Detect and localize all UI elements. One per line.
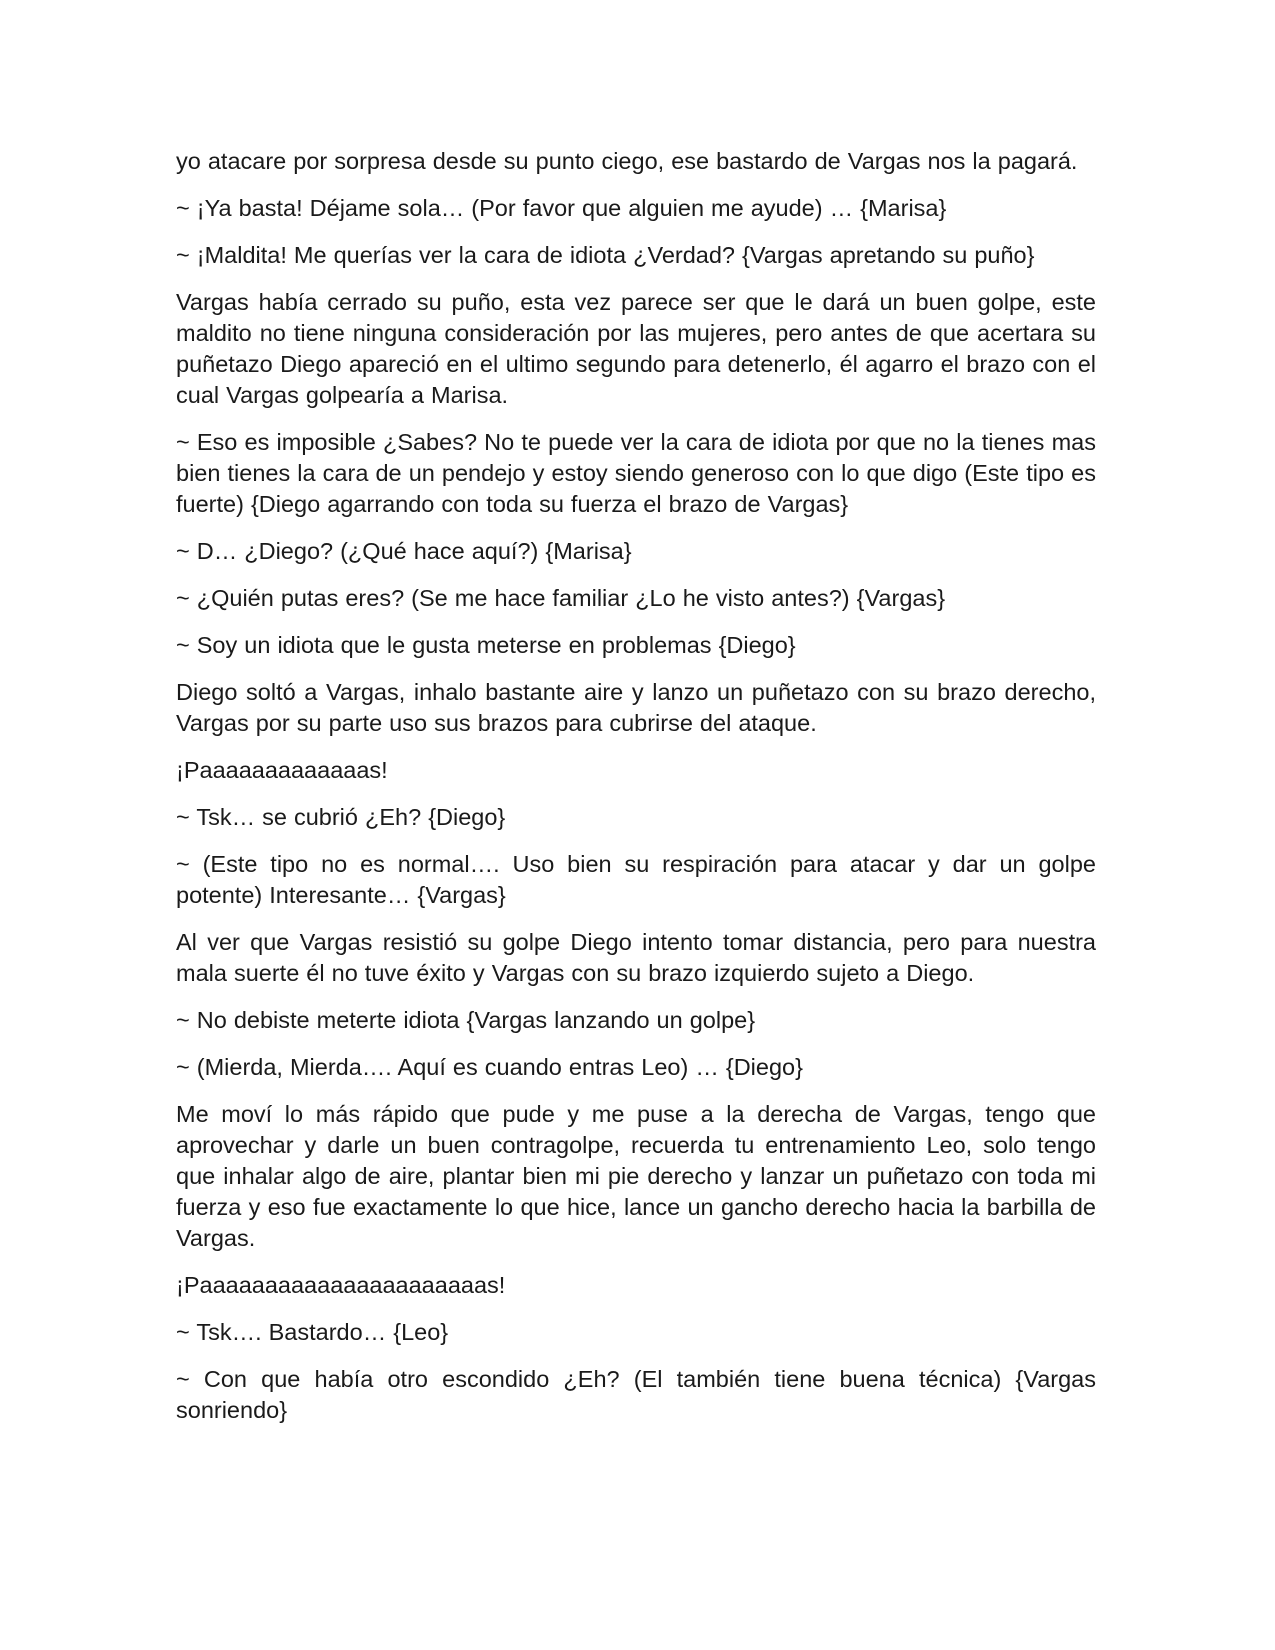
- dialogue-line-15: ~ (Mierda, Mierda…. Aquí es cuando entras Leo) … {Diego}: [176, 1054, 803, 1080]
- dialogue-line-2: ~ ¡Ya basta! Déjame sola… (Por favor que alguien me ayude) … {Marisa}: [176, 195, 947, 221]
- sound-effect-10: ¡Paaaaaaaaaaaaas!: [176, 757, 388, 783]
- dialogue-line-3: ~ ¡Maldita! Me querías ver la cara de idiota ¿Verdad? {Vargas apretando su puño}: [176, 242, 1035, 268]
- dialogue-line-5: ~ Eso es imposible ¿Sabes? No te puede ver la cara de idiota por que no la tienes mas bien tienes la cara de un pendejo y estoy siendo generoso con lo que digo (Este tipo es fuerte) {Diego agarrando con toda su fuerza el brazo de Vargas}: [176, 429, 1096, 517]
- sound-effect-17: ¡Paaaaaaaaaaaaaaaaaaaaaas!: [176, 1272, 506, 1298]
- paragraph-16: Me moví lo más rápido que pude y me puse a la derecha de Vargas, tengo que aprovechar y darle un buen contragolpe, recuerda tu entrenamiento Leo, solo tengo que inhalar algo de aire, plantar bien mi pie derecho y lanzar un puñetazo con toda mi fuerza y eso fue exactamente lo que hice, lance un gancho derecho hacia la barbilla de Vargas.: [176, 1101, 1096, 1251]
- document-body: [176, 146, 1096, 1442]
- dialogue-line-18: ~ Tsk…. Bastardo… {Leo}: [176, 1319, 449, 1345]
- dialogue-line-11: ~ Tsk… se cubrió ¿Eh? {Diego}: [176, 804, 506, 830]
- dialogue-line-19: ~ Con que había otro escondido ¿Eh? (El también tiene buena técnica) {Vargas sonriendo}: [176, 1366, 1096, 1423]
- dialogue-line-12: ~ (Este tipo no es normal…. Uso bien su respiración para atacar y dar un golpe potente) Interesante… {Vargas}: [176, 851, 1096, 908]
- dialogue-line-14: ~ No debiste meterte idiota {Vargas lanzando un golpe}: [176, 1007, 756, 1033]
- dialogue-line-7: ~ ¿Quién putas eres? (Se me hace familiar ¿Lo he visto antes?) {Vargas}: [176, 585, 946, 611]
- paragraph-1: yo atacare por sorpresa desde su punto ciego, ese bastardo de Vargas nos la pagará.: [176, 148, 1078, 174]
- paragraph-9: Diego soltó a Vargas, inhalo bastante aire y lanzo un puñetazo con su brazo derecho, Vargas por su parte uso sus brazos para cubrirse del ataque.: [176, 679, 1096, 736]
- dialogue-line-6: ~ D… ¿Diego? (¿Qué hace aquí?) {Marisa}: [176, 538, 632, 564]
- paragraph-4: Vargas había cerrado su puño, esta vez parece ser que le dará un buen golpe, este maldito no tiene ninguna consideración por las mujeres, pero antes de que acertara su puñetazo Diego apareció en el ultimo segundo para detenerlo, él agarro el brazo con el cual Vargas golpearía a Marisa.: [176, 289, 1096, 408]
- paragraph-13: Al ver que Vargas resistió su golpe Diego intento tomar distancia, pero para nuestra mala suerte él no tuve éxito y Vargas con su brazo izquierdo sujeto a Diego.: [176, 929, 1096, 986]
- dialogue-line-8: ~ Soy un idiota que le gusta meterse en problemas {Diego}: [176, 632, 796, 658]
